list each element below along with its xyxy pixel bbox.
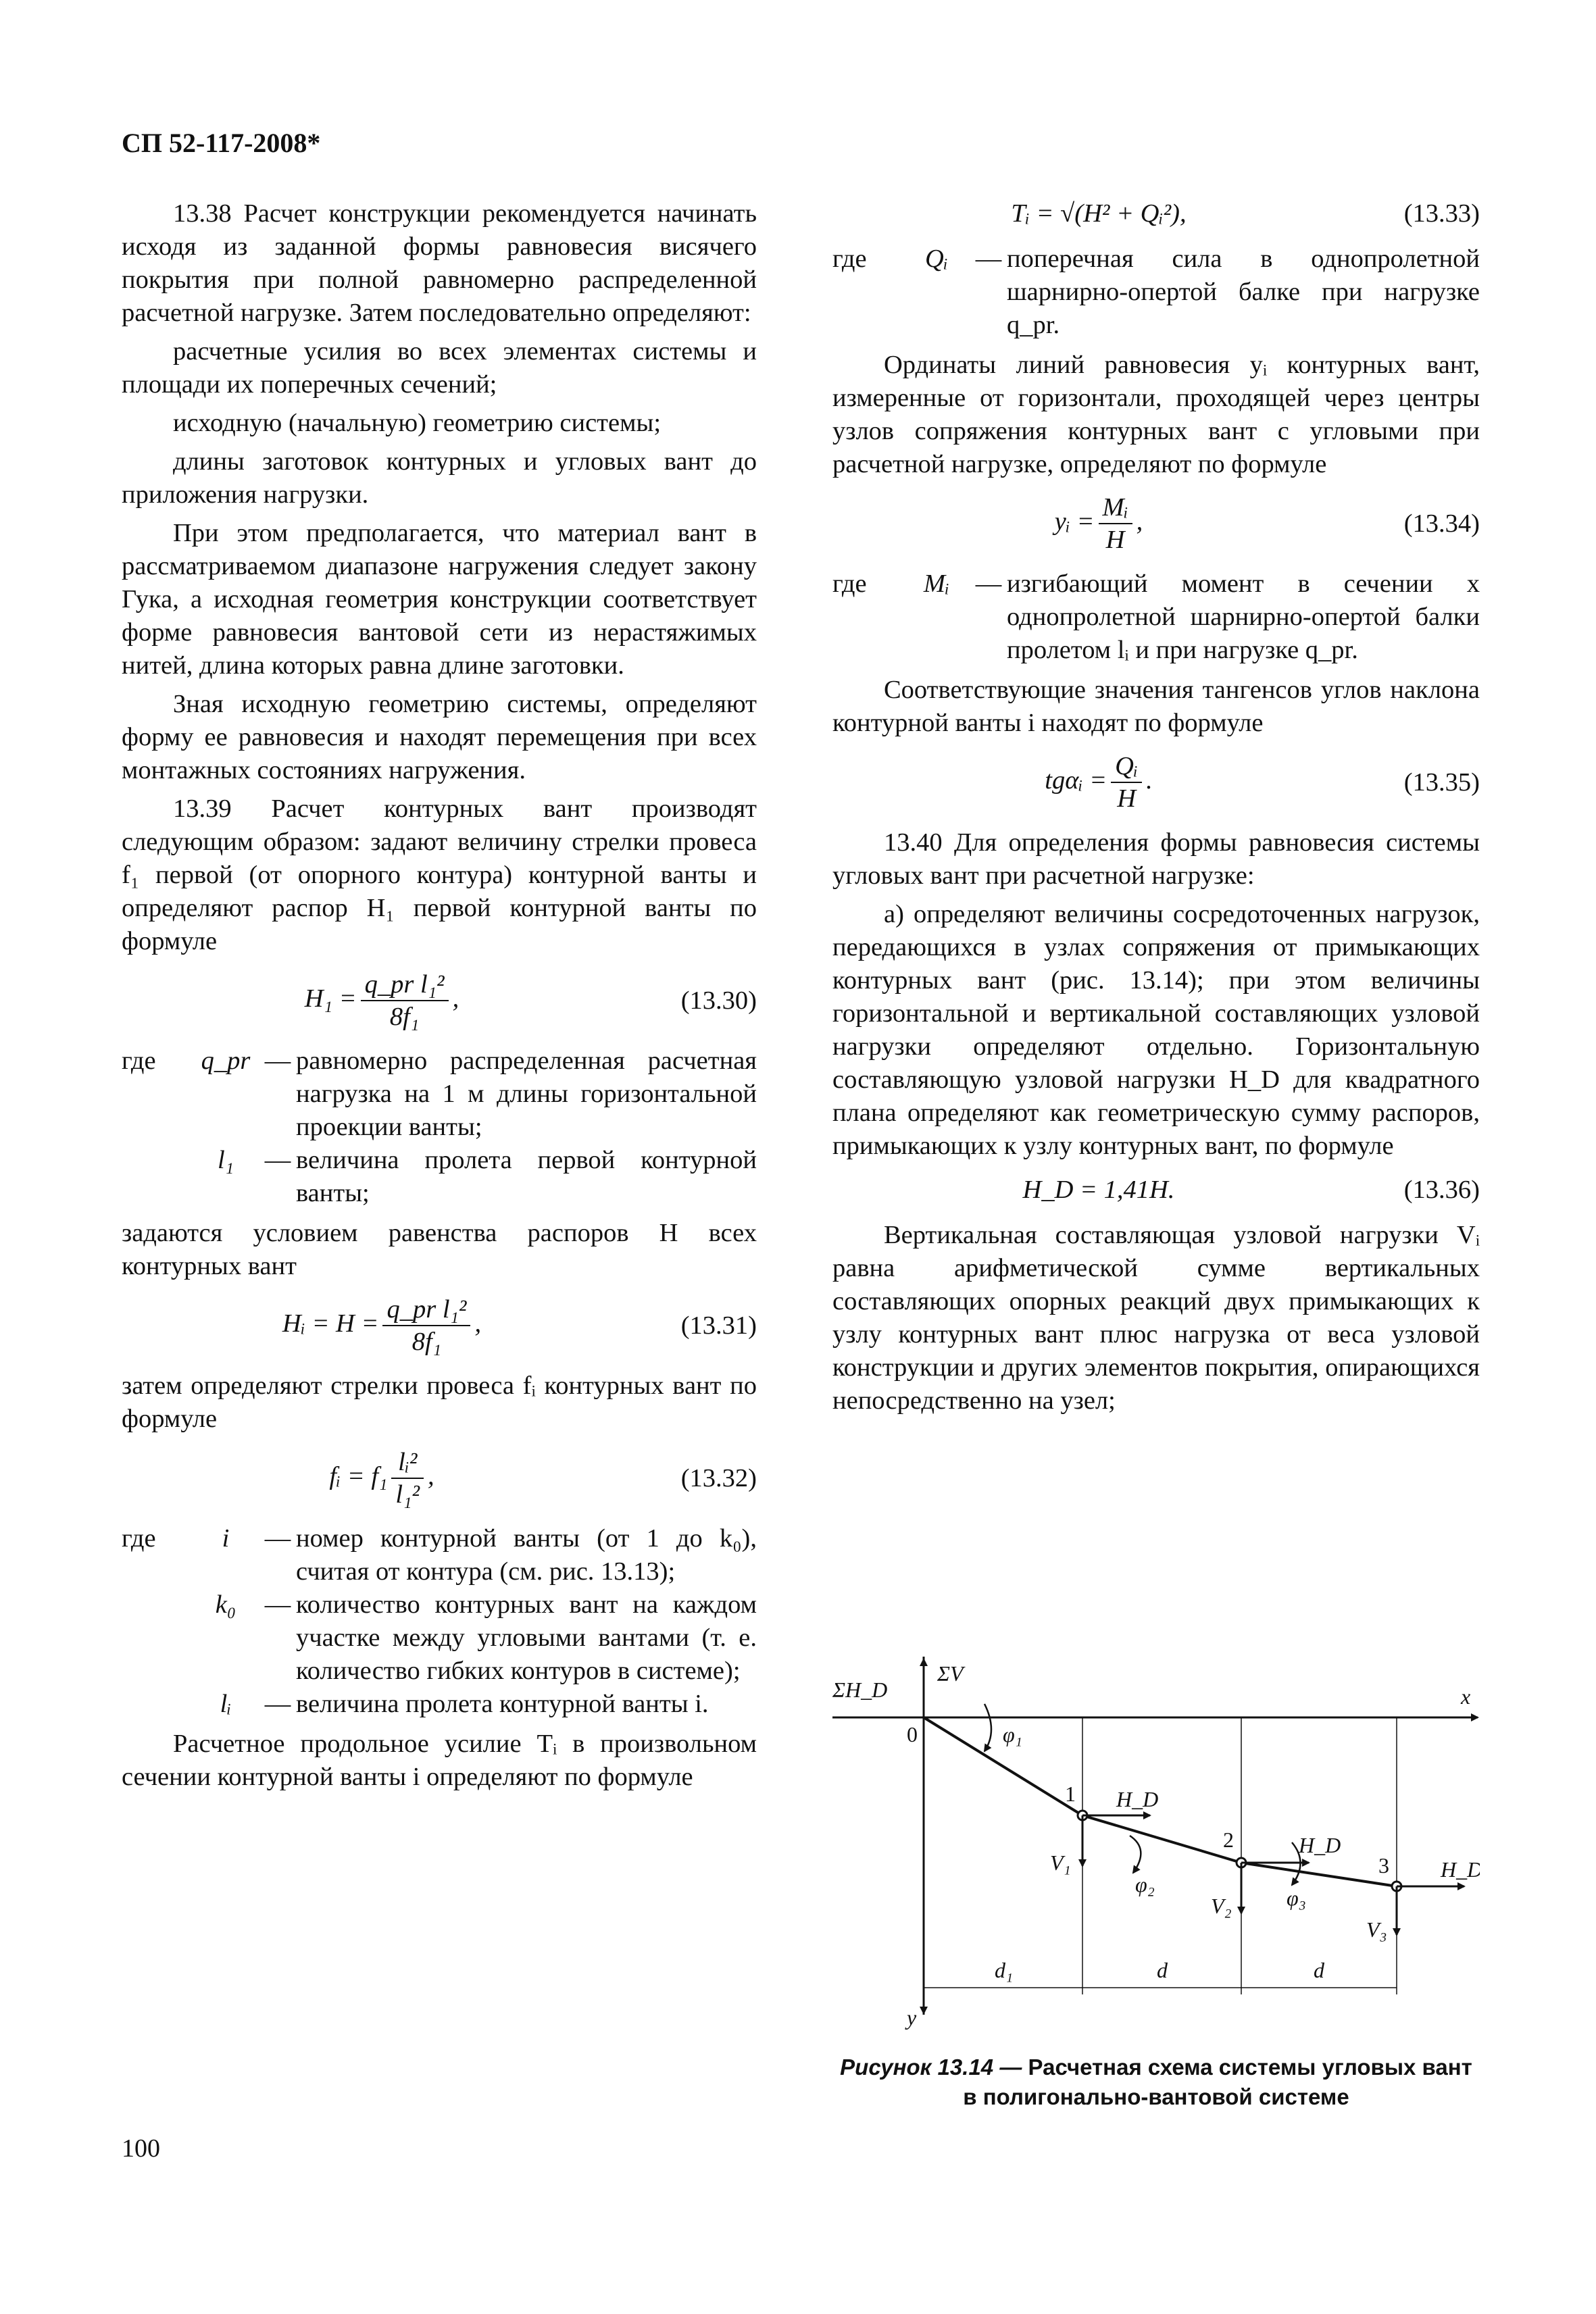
paragraph: При этом предполагается, что материал вант в рассматриваемом диапазоне нагружения следует закону Гука, а исходная геометрия конструкции соответствует форме равновесия вантовой сети из нерастяжимых нитей, длина которых равна длине заготовки. <box>122 519 757 680</box>
label: 1 <box>1065 1782 1076 1806</box>
paragraph: Соответствующие значения тангенсов углов наклона контурной ванты i находят по формуле <box>832 676 1480 737</box>
label: H_D <box>1299 1833 1341 1857</box>
paragraph: длины заготовок контурных и угловых вант до приложения нагрузки. <box>122 447 757 509</box>
equation-number: (13.32) <box>680 1463 757 1492</box>
label: φ₃ <box>1287 1886 1306 1910</box>
equation-number: (13.35) <box>1403 768 1480 797</box>
label: d <box>1157 1958 1168 1982</box>
equation-number: (13.36) <box>1403 1176 1480 1204</box>
paragraph: Зная исходную геометрию системы, определяют форму ее равновесия и находят перемещения при всех монтажных состояниях нагружения. <box>122 690 757 784</box>
paragraph: Вертикальная составляющая узловой нагрузки Vᵢ равна арифметической сумме вертикальных составляющих опорных реакций двух примыкающих к узлу контурных вант плюс нагрузка от веса узловой конструкции и других элементов покрытия, опирающихся непосредственно на узел; <box>832 1221 1480 1415</box>
paragraph: исходную (начальную) геометрию системы; <box>173 409 662 437</box>
where-list: где q_pr — равномерно распределенная расчетная нагрузка на 1 м длины горизонтальной проекции ванты; l₁ — величина пролета первой контурной ванты; <box>122 1047 757 1207</box>
where-list: где Mᵢ — изгибающий момент в сечении x однопролетной шарнирно-опертой балки пролетом lᵢ и при нагрузке q_pr. <box>832 570 1480 664</box>
label: 3 <box>1378 1853 1389 1878</box>
where-list: где i — номер контурной ванты (от 1 до k₀), считая от контура (см. рис. 13.13); k₀ — количество контурных вант на каждом участке между угловыми вантами (т. е. количество гибких контуров в системе); lᵢ — величина пролета контурной ванты i. <box>122 1524 757 1718</box>
label: y <box>907 2005 917 2030</box>
design-scheme-diagram <box>832 1657 1480 2035</box>
equation-number: (13.30) <box>680 986 757 1015</box>
equation-number: (13.33) <box>1403 199 1480 228</box>
label: ΣV <box>937 1661 964 1686</box>
label: H_D <box>1116 1787 1159 1811</box>
moment-arc <box>984 1704 991 1751</box>
label: ΣH_D <box>832 1678 888 1702</box>
paragraph: затем определяют стрелки провеса fᵢ контурных вант по формуле <box>122 1372 757 1433</box>
label: V₃ <box>1366 1917 1387 1942</box>
label: H_D <box>1441 1857 1480 1882</box>
equation-13-33: Tᵢ = √(H² + Qᵢ²), (13.33) <box>832 197 1480 230</box>
paragraph: 13.38 Расчет конструкции рекомендуется начинать исходя из заданной формы равновесия висячего покрытия при полной равномерно распределенной расчетной нагрузке. Затем последовательно определяют: <box>122 199 757 327</box>
label: 0 <box>907 1722 918 1746</box>
left-column <box>122 197 757 1799</box>
running-header: СП 52-117-2008* <box>122 128 321 158</box>
cable-polyline <box>924 1717 1397 1886</box>
equation-13-35: tgαᵢ = $\frac{\text{Qᵢ}}{H}$ . (13.35) <box>1045 752 1480 813</box>
paragraph: задаются условием равенства распоров H всех контурных вант <box>122 1219 757 1280</box>
paragraph: а) определяют величины сосредоточенных нагрузок, передающихся в узлах сопряжения от примыкающих контурных вант (рис. 13.14); при этом величины горизонтальной и вертикальной составляющих узловой нагрузки определяют отдельно. Горизонтальную составляющую узловой нагрузки H_D для квадратного плана определяют как геометрическую сумму распоров, примыкающих к узлу контурных вант, по формуле <box>832 900 1480 1160</box>
equation-number: (13.34) <box>1403 509 1480 538</box>
paragraph: Ординаты линий равновесия yᵢ контурных вант, измеренные от горизонтали, проходящей через центры узлов сопряжения контурных вант с угловыми при расчетной нагрузке, определяют по формуле <box>832 351 1480 478</box>
equation-13-30: H₁ = $\frac{\text{q\_pr l₁²}}{\text{8f₁}}$ , (13.30) <box>304 970 757 1031</box>
where-list: где Qᵢ — поперечная сила в однопролетной шарнирно-опертой балке при нагрузке q_pr. <box>832 245 1480 339</box>
paragraph: 13.39 Расчет контурных вант производят следующим образом: задают величину стрелки провеса f₁ первой (от опорного контура) контурной ванты и определяют распор H₁ первой контурной ванты по формуле <box>122 795 757 955</box>
moment-arc <box>1130 1836 1141 1873</box>
label: 2 <box>1223 1828 1234 1852</box>
equation-13-36: H_D = 1,41H. (13.36) <box>832 1174 1480 1207</box>
equation-13-34: yᵢ = $\frac{\text{Mᵢ}}{H}$ , (13.34) <box>1054 493 1480 554</box>
equation-13-31: Hᵢ = H = $\frac{\text{q\_pr l₁²}}{\text{8f₁}}$ , (13.31) <box>282 1295 757 1356</box>
figure-caption: Рисунок 13.14 — Расчетная схема системы угловых вант в полигонально-вантовой системе <box>840 2055 1472 2109</box>
label: φ₁ <box>1003 1722 1022 1746</box>
paragraph: 13.40 Для определения формы равновесия системы угловых вант при расчетной нагрузке: <box>832 828 1480 890</box>
label: d₁ <box>995 1958 1014 1982</box>
paragraph: расчетные усилия во всех элементах системы и площади их поперечных сечений; <box>122 337 757 399</box>
label: x <box>1461 1684 1471 1709</box>
paragraph: Расчетное продольное усилие Tᵢ в произвольном сечении контурной ванты i определяют по формуле <box>122 1730 757 1791</box>
label: V₁ <box>1050 1851 1071 1875</box>
label: φ₂ <box>1135 1872 1155 1896</box>
figure-13-14 <box>832 1657 1480 2035</box>
page-number: 100 <box>122 2134 160 2163</box>
equation-13-32: fᵢ = f₁ $\frac{\text{lᵢ²}}{\text{l₁²}}$ , (13.32) <box>329 1448 757 1509</box>
label: V₂ <box>1211 1894 1232 1918</box>
label: d <box>1314 1958 1324 1982</box>
right-column <box>832 197 1480 1423</box>
equation-number: (13.31) <box>680 1311 757 1340</box>
